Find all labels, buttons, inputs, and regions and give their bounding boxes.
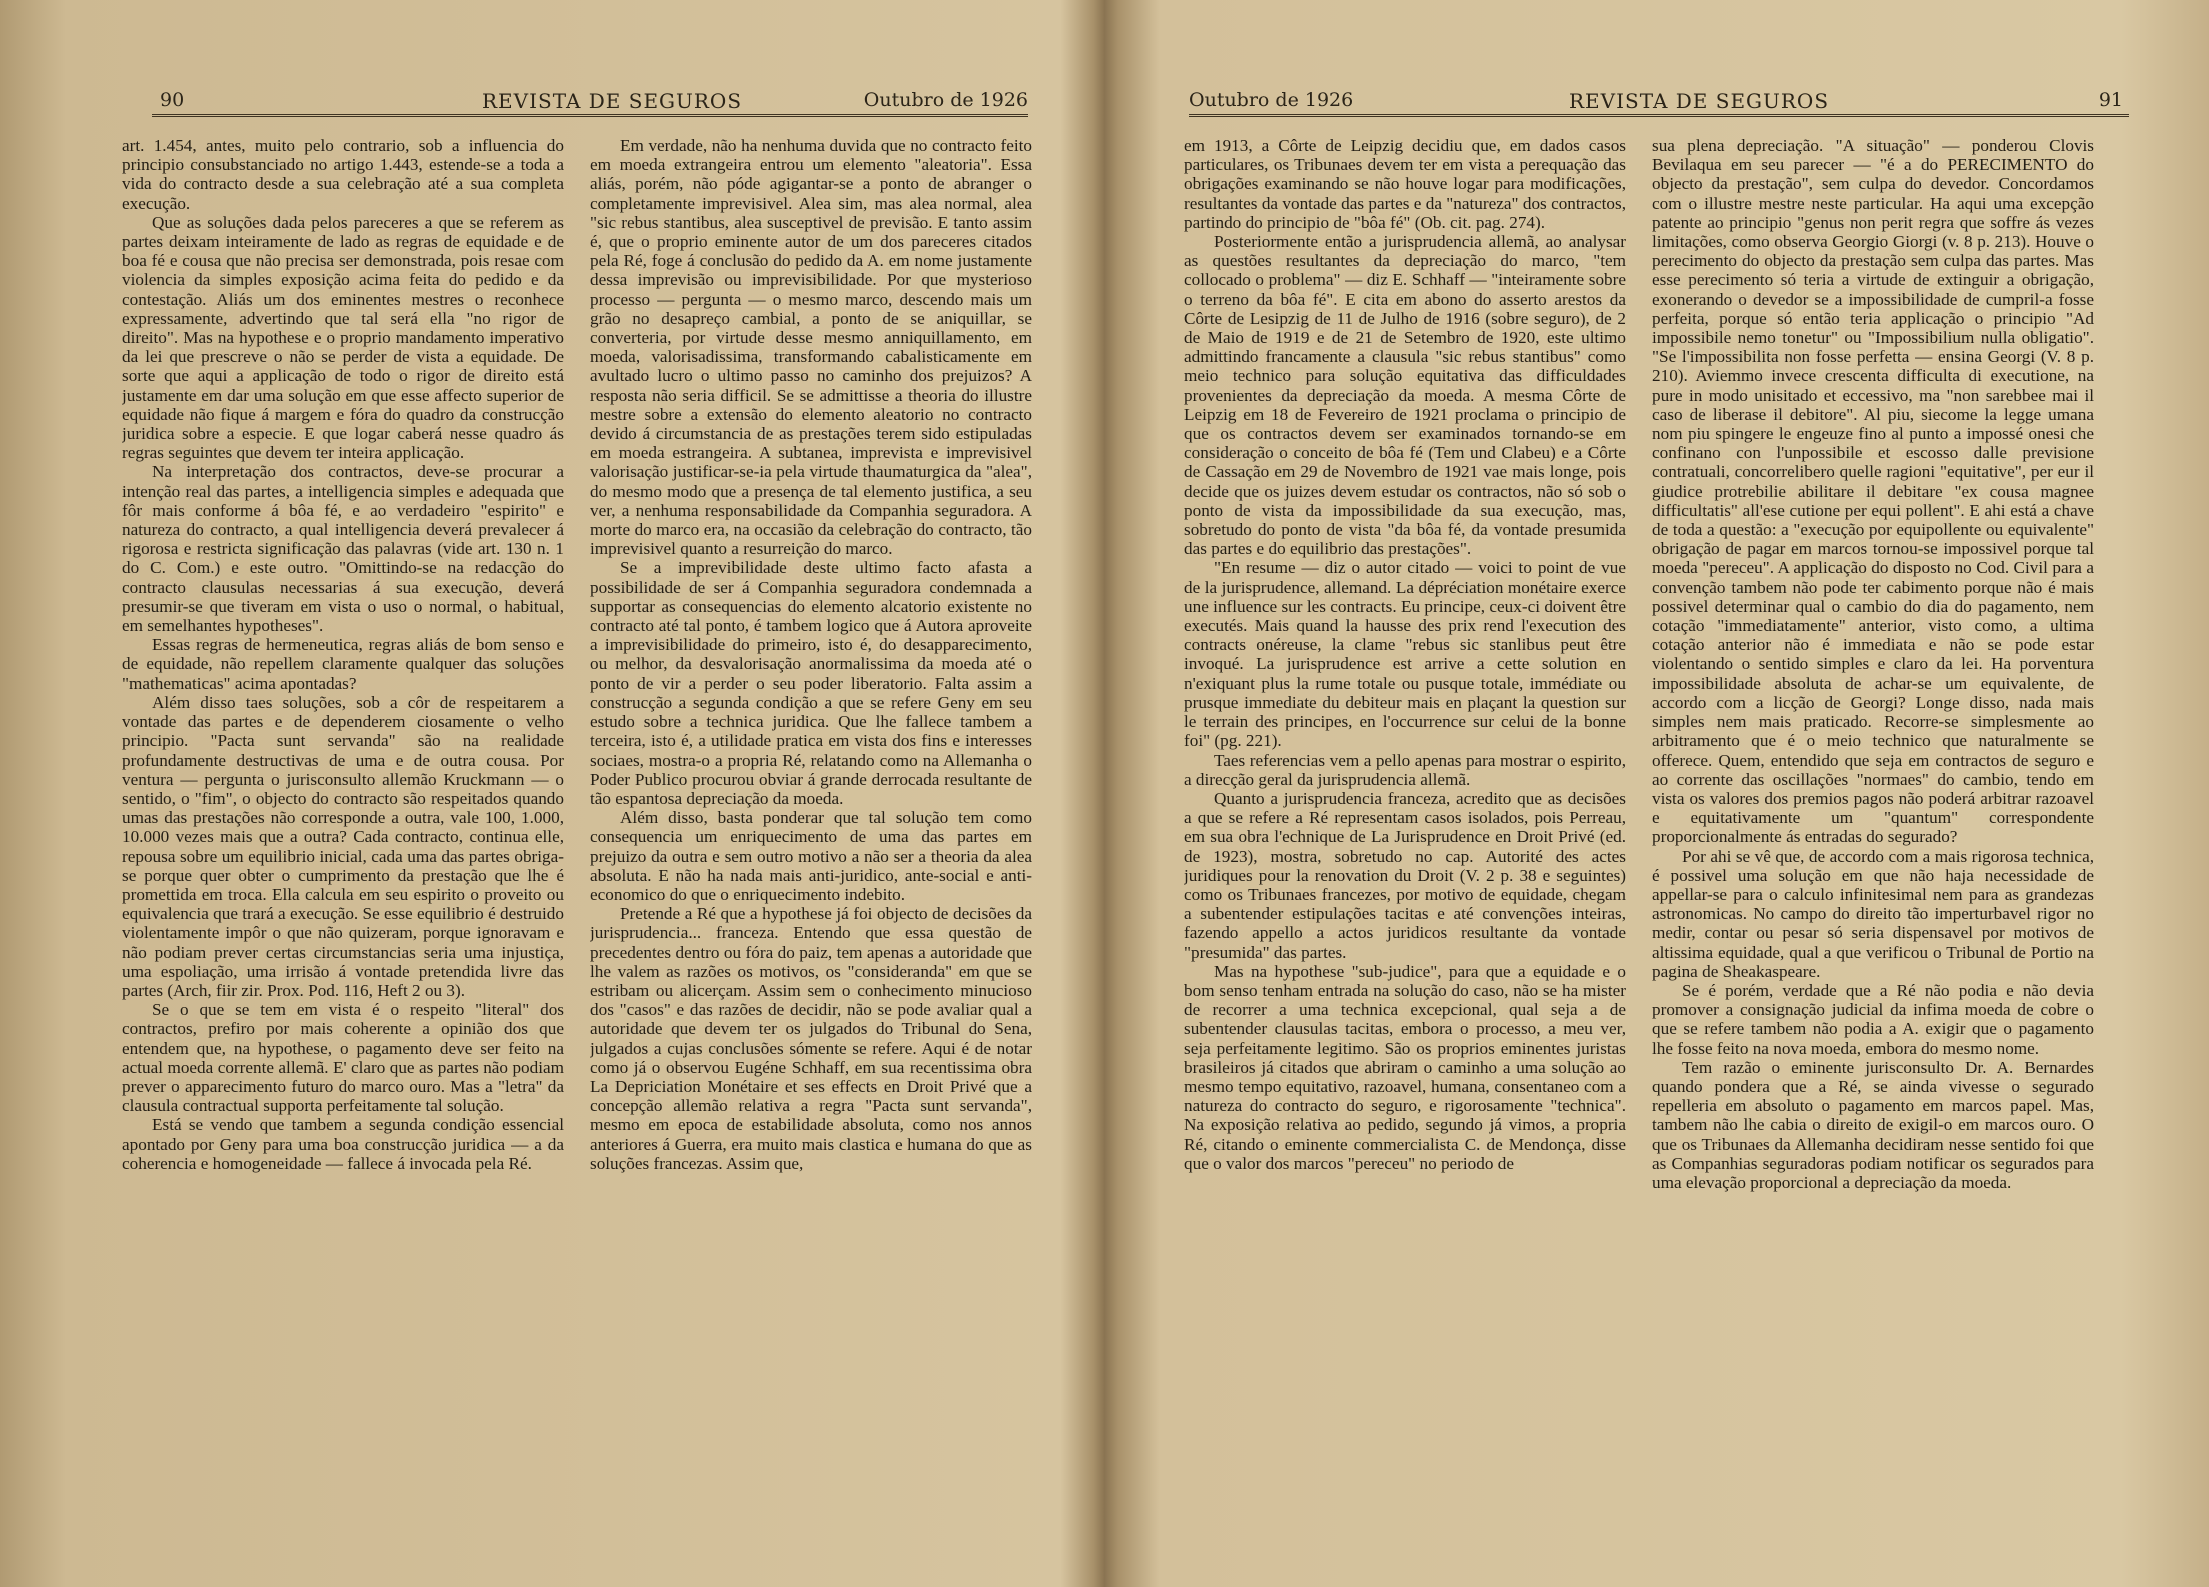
issue-date: Outubro de 1926 xyxy=(1189,89,1354,111)
paragraph: Na interpretação dos contractos, deve-se procurar a intenção real das partes, a intelligencia simples e adequada que fôr mais conforme á bôa fé, e ao verdadeiro "espirito" e natureza do contracto, a qual intelligencia deverá prevalecer á rigorosa e restricta significação das palavras (vide art. 130 n. 1 do C. Com.) e este outro. "Omittindo-se na redacção do contracto clausulas necessarias á sua execução, deverá presumir-se que tiveram em vista o uso o normal, o habitual, em semelhantes hypotheses". xyxy=(122,462,564,636)
paragraph: Além disso taes soluções, sob a côr de respeitarem a vontade das partes e de dependerem ciosamente o velho principio. "Pacta sunt servanda" são na realidade profundamente destructivas de uma e de outra cousa. Por ventura — pergunta o jurisconsulto allemão Kruckmann — o sentido, o "fim", o objecto do contracto são respeitados quando umas das prestações não corresponde a outra, vale 100, 1.000, 10.000 vezes mais que a outra? Cada contracto, continua elle, repousa sobre um equilibrio inicial, cada uma das partes obriga-se porque quer obter o cumprimento da prestação que lhe é promettida em troca. Ella calcula em seu espirito o proveito ou equivalencia que trará a execução. Se esse equilibrio é destruido violentamente impôr o que não quizeram, porque ignoravam e não podiam prever certas circumstancias seria uma injustiça, uma espoliação, uma irrisão á vontade pretendida livre das partes (Arch, fiir zir. Prox. Pod. 116, Heft 2 ou 3). xyxy=(122,692,564,1000)
paragraph: Em verdade, não ha nenhuma duvida que no contracto feito em moeda extrangeira entrou um elemento "aleatoria". Essa aliás, porém, não póde agigantar-se a ponto de abranger o completamente imprevisivel. Alea sim, mas alea normal, alea "sic rebus stantibus, alea susceptivel de previsão. E tanto assim é, que o proprio eminente autor de um dos pareceres citados pela Ré, foge á conclusão do pedido da A. em nome justamente dessa imprevisão ou imprevisibilidade. Por que mysterioso processo — pergunta — o mesmo marco, descendo mais um grão no desapreço cambial, a ponto de se aniquillar, se converteria, por virtude desse mesmo anniquillamento, em moeda, valorisadissima, transformando cabalisticamente em avultado lucro o ultimo passo no caminho dos prejuizos? A resposta não seria difficil. Se se admittisse a theoria do illustre mestre sobre a extensão do elemento aleatorio no contracto devido á circumstancia de as prestações terem sido estipuladas em moeda estrangeira. A subtanea, imprevista e imprevisivel valorisação justificar-se-ia pela virtude thaumaturgica da "alea", do mesmo modo que a presença de tal elemento justifica, a seu ver, a nenhuma responsabilidade da Companhia seguradora. A morte do marco era, na occasião da celebração do contracto, tão imprevisivel quanto a resurreição do marco. xyxy=(590,136,1032,559)
paragraph: "En resume — diz o autor citado — voici to point de vue de la jurisprudence, allemand. La dépréciation monétaire exerce une influence sur les contracts. Eu principe, ceux-ci doivent être executés. Mais quand la hausse des prix rend l'execution des contracts onéreuse, la clame "rebus sic stanlibus peut être invoqué. La jurisprudence est arrive a cette solution en n'exiquant plus la rume totale ou pusque totale, immédiate ou prusque immediate du debiteur mais en plaçant la question sur le terrain des principes, en l'occurrence sur celui de la bonne foi" (pg. 221). xyxy=(1184,558,1626,751)
paragraph: Pretende a Ré que a hypothese já foi objecto de decisões da jurisprudencia... franceza. Entendo que essa questão de precedentes dentro ou fóra do paiz, tem apenas a autoridade que lhe valem as razões os motivos, os "consideranda" em que se estribam ou alicerçam. Assim sem o conhecimento minucioso dos "casos" e das razões de decidir, não se pode avaliar qual a autoridade que devem ter os julgados do Tribunal do Sena, julgados a cujas conclusões sómente se refere. Aqui é de notar como já o observou Eugéne Schhaff, em sua recentissima obra La Depriciation Monétaire et ses effects en Droit Privé que a concepção allemão relativa a regra "Pacta sunt servanda", mesmo em epoca de estabilidade absoluta, como nos annos anteriores á Guerra, era muito mais clastica e humana do que as soluções francezas. Assim que, xyxy=(590,904,1032,1173)
page-number: 91 xyxy=(2098,89,2123,111)
text-column xyxy=(590,136,1032,1556)
issue-date: Outubro de 1926 xyxy=(863,89,1028,111)
paragraph: Se o que se tem em vista é o respeito "literal" dos contractos, prefiro por mais coherente a opinião dos que entendem que, na hypothese, o pagamento deve ser feito na actual moeda corrente allemã. E' claro que as partes não podiam prever o apparecimento futuro do marco ouro. Mas a "letra" da clausula contractual supporta perfeitamente tal solução. xyxy=(122,1000,564,1116)
paragraph: Além disso, basta ponderar que tal solução tem como consequencia um enriquecimento de uma das partes em prejuizo da outra e sem outro motivo a não ser a theoria da alea absoluta. E não ha nada mais anti-juridico, ante-social e anti-economico do que o enriquecimento indebito. xyxy=(590,808,1032,904)
paragraph: Se é porém, verdade que a Ré não podia e não devia promover a consignação judicial da infima moeda de cobre o que se refere tambem não podia a A. exigir que o pagamento lhe fosse feito na nova moeda, embora do mesmo nome. xyxy=(1652,980,2094,1058)
paragraph: Que as soluções dada pelos pareceres a que se referem as partes deixam inteiramente de lado as regras de equidade e de boa fé e cousa que não precisa ser demonstrada, pois resae com violencia da simples exposição acima feita do pedido e da contestação. Aliás um dos eminentes mestres o reconhece expressamente, advertindo que tal será ella "no rigor de direito". Mas na hypothese e o proprio mandamento imperativo da lei que prescreve o não se perder de vista a equidade. De sorte que aqui a applicação de todo o rigor de direito está justamente em dar uma solução em que esse affecto superior de equidade não fique á margem e fóra do quadro da construcção juridica sobre a especie. E que logar caberá nesse quadro ás regras seguintes que devem ter inteira applicação. xyxy=(122,212,564,463)
paragraph: Mas na hypothese "sub-judice", para que a equidade e o bom senso tenham entrada na solução do caso, não se ha mister de recorrer a uma technica excepcional, qual seja a de subentender clausulas tacitas, embora o processo, a meu ver, seja perfeitamente legitimo. São os proprios eminentes juristas brasileiros já citados que abriram o caminho a uma solução ao mesmo tempo equitativo, razoavel, humana, consentaneo com a natureza do contracto do seguro, e rigorosamente "technica". Na exposição relativa ao pedido, segundo já vimos, a propria Ré, citando o eminente commercialista C. de Mendonça, disse que o valor dos marcos "pereceu" no periodo de xyxy=(1184,961,1626,1173)
right-page-header xyxy=(1189,86,2129,117)
running-title: REVISTA DE SEGUROS xyxy=(1569,89,1830,113)
page-number: 90 xyxy=(160,89,185,111)
paragraph: art. 1.454, antes, muito pelo contrario, sob a influencia do principio consubstanciado no artigo 1.443, estende-se a toda a vida do contracto desde a sua celebração até a sua completa execução. xyxy=(122,136,564,213)
text-column xyxy=(1652,136,2094,1556)
running-title: REVISTA DE SEGUROS xyxy=(482,89,743,113)
text-column xyxy=(122,136,564,1556)
left-page-header xyxy=(152,86,1028,117)
paragraph: Tem razão o eminente jurisconsulto Dr. A. Bernardes quando pondera que a Ré, se ainda vivesse o segurado repelleria em absoluto o pagamento em marcos papel. Mas, tambem não lhe cabia o direito de exigil-o em marcos ouro. O que os Tribunaes da Allemanha decidiram nesse sentido foi que as Companhias seguradoras podiam notificar os segurados para uma elevação proporcional a depreciação da moeda. xyxy=(1652,1057,2094,1192)
paragraph: sua plena depreciação. "A situação" — ponderou Clovis Bevilaqua em seu parecer — "é a do PERECIMENTO do objecto da prestação", sem culpa do devedor. Concordamos com o illustre mestre neste particular. Ha aqui uma excepção patente ao principio "genus non perit regra que soffre ás vezes limitações, como observa Georgio Giorgi (v. 8 p. 213). Houve o perecimento do objecto da prestação sem culpa das partes. Mas esse perecimento só teria a virtude de extinguir a obrigação, exonerando o devedor se a impossibilidade de cumpril-a fosse perfeita, porque só então teria applicação o principio "Ad impossibile nemo tonetur" ou "Impossibilium nulla obligatio". "Se l'impossibilita non fosse perfetta — ensina Georgi (V. 8 p. 210). Aviemmo invece crescenta difficulta di executione, na pure in modo unisitado et eccessivo, ma "non sarebbee mai il caso de liberase il debitore". Al piu, siecome la legge umana nom piu spingere le engeuze fino al punto a impossé onesi che confinano con l'unpossibile et escosso dalle previsione contratuali, concorrelibero quelle ragioni "equitative", per eur il giudice protrebilie abilitare il debitare "ex cousa magnee difficultatis" all'ese cutione per equi pollent". E ahi está a chave de toda a questão: a "execução por equipollente ou equivalente" obrigação de pagar em marcos tornou-se impossivel porque tal moeda "pereceu". A applicação do disposto no Cod. Civil para a convenção tambem não pode ter cabimento porque não é mais possivel determinar qual o cambio do dia do pagamento, nem cotação "immediatamente" anterior, visto como, a ultima cotação anterior não é immediata e não se pode estar violentando o sentido simples e claro da lei. Ha porventura impossibilidade absoluta de achar-se um equivalente, de accordo com a licção de Georgi? Longe disso, nada mais simples nem mais praticado. Recorre-se simplesmente ao arbitramento que é o meio technico que naturalmente se offerece. Quem, entendido que seja em contractos de seguro e ao corrente das oscillações "normaes" do cambio, tendo em vista os valores dos premios pagos não poderá arbitrar razoavel e equitativamente um "quantum" correspondente proporcionalmente ás entradas do segurado? xyxy=(1652,136,2094,847)
paragraph: Essas regras de hermeneutica, regras aliás de bom senso e de equidade, não repellem claramente qualquer das soluções "mathematicas" acima apontadas? xyxy=(122,635,564,693)
text-column xyxy=(1184,136,1626,1556)
paragraph: Se a imprevibilidade deste ultimo facto afasta a possibilidade de ser á Companhia seguradora condemnada a supportar as consequencias do elemento alcatorio existente no contracto até tal ponto, é tambem logico que á Autora aproveite a imprevisibilidade do primeiro, isto é, do desapparecimento, ou melhor, da desvalorisação anormalissima da moeda até o ponto de vir a perder o seu poder liberatorio. Falta assim a construcção a segunda condição a que se refere Geny em seu estudo sobre a technica juridica. Que lhe fallece tambem a terceira, isto é, a utilidade pratica em vista dos fins e interesses sociaes, mostra-o a propria Ré, relatando como na Allemanha o Poder Publico procurou obviar á grande derrocada resultante de tão espantosa depreciação da moeda. xyxy=(590,558,1032,808)
paragraph: Por ahi se vê que, de accordo com a mais rigorosa technica, é possivel uma solução em que não haja necessidade de appellar-se para o calculo infinitesimal nem para as grandezas astronomicas. No campo do direito tão imperturbavel rigor no medir, contar ou pesar só seria dispensavel por motivos de altissima equidade, qual a que verificou o Tribunal de Portio na pagina de Sheakaspeare. xyxy=(1652,846,2094,981)
right-page xyxy=(1109,0,2209,1587)
paragraph: Quanto a jurisprudencia franceza, acredito que as decisões a que se refere a Ré representam casos isolados, pois Perreau, em sua obra l'echnique de La Jurisprudence en Droit Privé (ed. de 1923), mostra, sobretudo no cap. Autorité des actes juridiques pour la renovation du Droit (V. 2 p. 38 e seguintes) como os Tribunaes francezes, por motivo de equidade, chegam a subentender estipulações tacitas e até convenções inteiras, fazendo appello a actos juridicos resultante da vontade "presumida" das partes. xyxy=(1184,788,1626,962)
paragraph: Posteriormente então a jurisprudencia allemã, ao analysar as questões resultantes da depreciação do marco, "tem collocado o problema" — diz E. Schhaff — "inteiramente sobre o terreno da bôa fé". E cita em abono do asserto arestos da Côrte de Lesipzig de 11 de Julho de 1916 (sobre seguro), de 2 de Maio de 1919 e de 21 de Setembro de 1920, este ultimo admittindo francamente a clausula "sic rebus stantibus" como meio technico para solução equitativa das difficuldades provenientes da depreciação da moeda. A mesma Côrte de Leipzig em 18 de Fevereiro de 1921 proclama o principio de que os contractos devem ser examinados tornando-se em consideração o conceito de bôa fé (Tem und Clabeu) e a Côrte de Cassação em 29 de Novembro de 1921 vae mais longe, pois decide que os juizes devem estudar os contractos, não só sob o ponto de vista da impossibilidade da sua execução, mas, sobretudo do ponto de vista "da bôa fé, da vontade presumida das partes e do equilibrio das prestações". xyxy=(1184,232,1626,559)
paragraph: Taes referencias vem a pello apenas para mostrar o espirito, a direcção geral da jurisprudencia allemã. xyxy=(1184,750,1626,789)
left-page xyxy=(0,0,1100,1587)
paragraph: em 1913, a Côrte de Leipzig decidiu que, em dados casos particulares, os Tribunaes devem ter em vista a perequação das obrigações examinando se não houve logar para modificações, resultantes da vontade das partes e da "natureza" dos contractos, partindo do principio de "bôa fé" (Ob. cit. pag. 274). xyxy=(1184,136,1626,232)
paragraph: Está se vendo que tambem a segunda condição essencial apontado por Geny para uma boa construcção juridica — a da coherencia e homogeneidade — fallece á invocada pela Ré. xyxy=(122,1115,564,1173)
